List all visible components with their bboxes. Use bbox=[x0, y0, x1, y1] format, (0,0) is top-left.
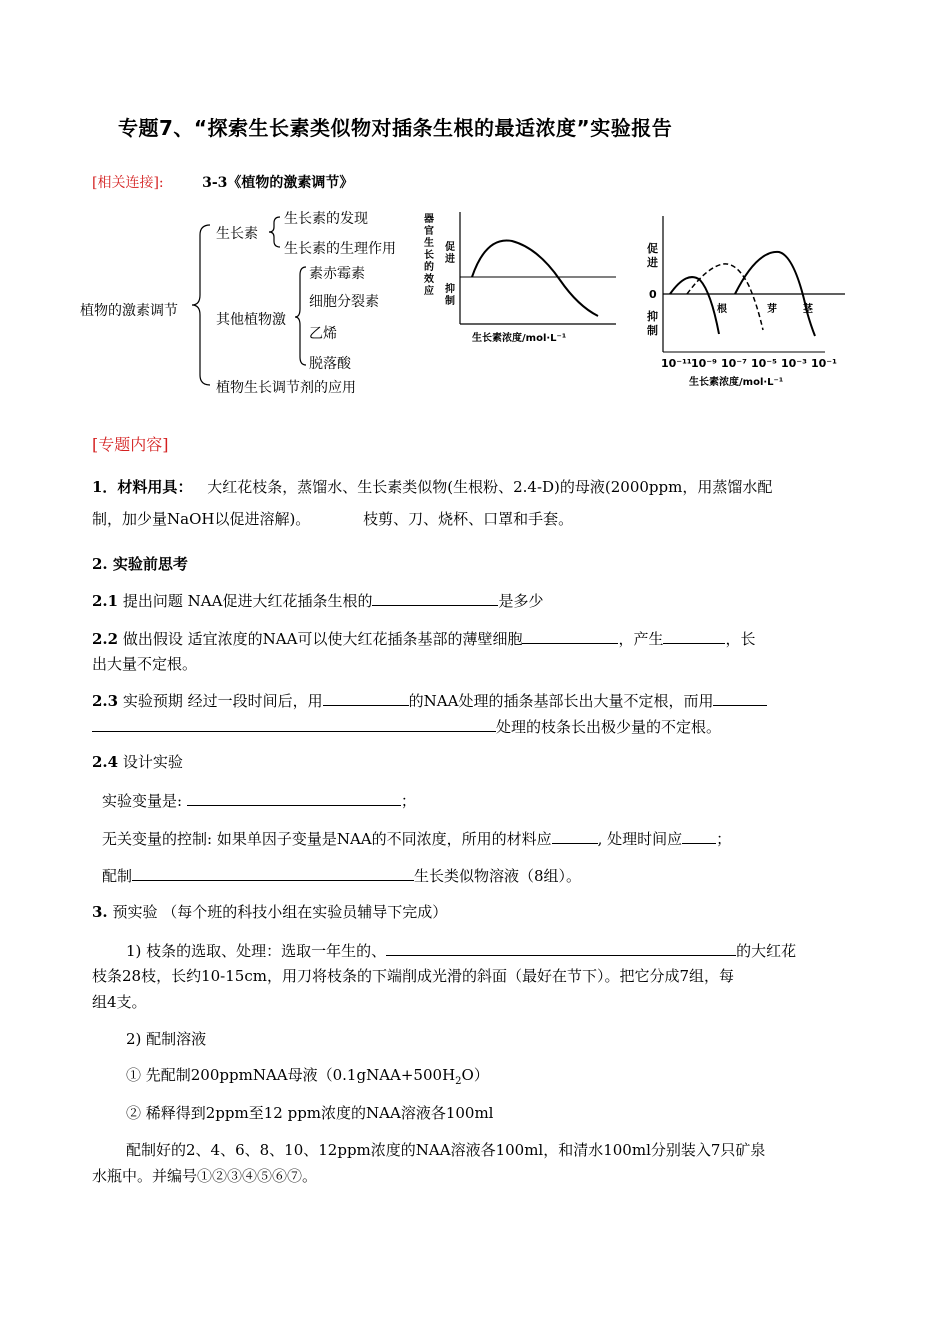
s1-text2b: 枝剪、刀、烧杯、口罩和手套。 bbox=[363, 510, 574, 528]
s2-q2-text: 做出假设 适宜浓度的NAA可以使大红花插条基部的薄壁细胞 bbox=[122, 630, 523, 648]
g2-stem-label: 茎 bbox=[803, 304, 813, 315]
related-link-line bbox=[92, 172, 353, 192]
g2-inhibit-1: 制 bbox=[647, 324, 658, 337]
s1-heading: 1．材料用具： bbox=[92, 478, 193, 496]
g2-zero: 0 bbox=[649, 288, 657, 301]
blank-q3-2[interactable] bbox=[713, 691, 767, 706]
s2-q2-cont: 出大量不定根。 bbox=[92, 655, 198, 673]
s3-p5: 配制好的2、4、6、8、10、12ppm浓度的NAA溶液各100ml，和清水100ml分别装入7只矿泉 bbox=[126, 1141, 766, 1159]
s2-q4-num: 2.4 bbox=[92, 753, 119, 771]
g2-tick-2: 10⁻⁷ bbox=[721, 357, 747, 370]
blank-time[interactable] bbox=[682, 829, 716, 844]
s2-heading: 2. 实验前思考 bbox=[92, 555, 188, 573]
g1-ylabel-0: 器 bbox=[424, 214, 434, 225]
topic-label: [专题内容] bbox=[92, 435, 169, 454]
g1-ylabel-2: 生 bbox=[424, 238, 434, 249]
blank-q2-2[interactable] bbox=[663, 629, 725, 644]
s2-q1-text: 提出问题 NAA促进大红花插条生根的 bbox=[122, 592, 373, 610]
s3-p4: ② 稀释得到2ppm至12 ppm浓度的NAA溶液各100ml bbox=[126, 1104, 494, 1122]
g2-bud-label: 芽 bbox=[767, 304, 777, 315]
map-gibberellin: 素赤霉素 bbox=[309, 266, 365, 282]
s1-text2a: 制，加少量NaOH以促进溶解)。 bbox=[92, 510, 311, 528]
auxin-effect-graph bbox=[420, 208, 620, 358]
s2-q1-num: 2.1 bbox=[92, 592, 119, 610]
s3-p1-text: 1) 枝条的选取、处理：选取一年生的、 bbox=[126, 942, 387, 960]
blank-q3-1[interactable] bbox=[323, 691, 409, 706]
g2-xlabel: 生长素浓度/mol·L⁻¹ bbox=[689, 377, 784, 388]
blank-q1[interactable] bbox=[372, 591, 498, 606]
g1-ylabel-6: 应 bbox=[424, 286, 434, 297]
g2-tick-5: 10⁻¹ bbox=[811, 357, 837, 370]
g2-tick-1: 10⁻⁹ bbox=[691, 357, 717, 370]
s3-p3-end: O） bbox=[461, 1066, 489, 1084]
s2-q4-text: 设计实验 bbox=[122, 753, 183, 771]
g1-promote-1: 进 bbox=[445, 254, 455, 265]
blank-prepare[interactable] bbox=[132, 866, 414, 881]
s2-q3-end: 处理的枝条长出极少量的不定根。 bbox=[496, 718, 722, 736]
s3-p1-end: 的大红花 bbox=[736, 942, 797, 960]
map-auxin: 生长素 bbox=[216, 226, 258, 242]
s1-line1 bbox=[92, 478, 772, 496]
g2-tick-3: 10⁻⁵ bbox=[751, 357, 777, 370]
g1-ylabel-4: 的 bbox=[424, 262, 434, 273]
s3-p3-sub: 2 bbox=[455, 1076, 462, 1087]
map-other-hormones: 其他植物激 bbox=[216, 312, 286, 328]
g1-xlabel: 生长素浓度/mol·L⁻¹ bbox=[472, 333, 567, 344]
map-cytokinin: 细胞分裂素 bbox=[309, 294, 379, 310]
map-abscisic-acid: 脱落酸 bbox=[309, 356, 351, 372]
s2-q2-num: 2.2 bbox=[92, 630, 119, 648]
g2-promote-1: 进 bbox=[647, 256, 658, 269]
s1-line2 bbox=[92, 510, 573, 528]
g2-tick-0: 10⁻¹¹ bbox=[661, 357, 692, 370]
g1-promote-0: 促 bbox=[445, 242, 455, 253]
s2-q2-mid: ，产生 bbox=[618, 630, 664, 648]
blank-q2-1[interactable] bbox=[522, 629, 618, 644]
s2-variable-end: ； bbox=[400, 792, 416, 810]
s2-q3-cont bbox=[92, 717, 721, 736]
s2-q4 bbox=[92, 753, 183, 771]
s2-control-text: 无关变量的控制: 如果单因子变量是NAA的不同浓度，所用的材料应 bbox=[102, 830, 552, 848]
s3-p1-cont2: 组4支。 bbox=[92, 993, 147, 1011]
g1-ylabel-5: 效 bbox=[424, 274, 434, 285]
g2-tick-4: 10⁻³ bbox=[781, 357, 807, 370]
s3-num: 3. bbox=[92, 903, 108, 921]
blank-variable[interactable] bbox=[187, 791, 401, 806]
map-auxin-discovery: 生长素的发现 bbox=[284, 211, 368, 227]
g1-inhibit-1: 制 bbox=[445, 296, 455, 307]
g2-promote-0: 促 bbox=[647, 242, 658, 255]
s2-q2 bbox=[92, 629, 755, 648]
s2-control-mid: , 处理时间应 bbox=[597, 830, 683, 848]
s3-p5-cont: 水瓶中。并编号①②③④⑤⑥⑦。 bbox=[92, 1167, 318, 1185]
hormone-concept-map bbox=[78, 205, 418, 405]
map-growth-regulator: 植物生长调节剂的应用 bbox=[216, 380, 356, 396]
s2-q3-text: 实验预期 经过一段时间后，用 bbox=[122, 692, 323, 710]
g1-ylabel-3: 长 bbox=[424, 250, 434, 261]
organ-auxin-graph bbox=[645, 212, 850, 392]
s2-prepare bbox=[102, 866, 581, 885]
g2-root-label: 根 bbox=[717, 304, 727, 315]
s2-prepare-end: 生长类似物溶液（8组）。 bbox=[414, 867, 582, 885]
s3-head-text: 预实验 （每个班的科技小组在实验员辅导下完成） bbox=[112, 903, 448, 921]
s3-p1-cont1: 枝条28枝，长约10-15cm，用刀将枝条的下端削成光滑的斜面（最好在节下）。把它分成7组，每 bbox=[92, 967, 735, 985]
s2-q1 bbox=[92, 591, 543, 610]
map-root: 植物的激素调节 bbox=[80, 303, 178, 319]
g1-ylabel-1: 官 bbox=[424, 226, 434, 237]
blank-branch[interactable] bbox=[386, 941, 736, 956]
g1-response-curve bbox=[472, 240, 598, 316]
s3-heading bbox=[92, 903, 447, 921]
s3-p2: 2) 配制溶液 bbox=[126, 1030, 207, 1048]
s2-q3-mid: 的NAA处理的插条基部长出大量不定根，而用 bbox=[408, 692, 714, 710]
s3-p3 bbox=[126, 1066, 489, 1088]
s2-q3 bbox=[92, 691, 767, 710]
s2-q2-end: ，长 bbox=[725, 630, 756, 648]
s2-q3-num: 2.3 bbox=[92, 692, 119, 710]
g1-inhibit-0: 抑 bbox=[445, 284, 455, 295]
s2-control-end: ； bbox=[716, 830, 732, 848]
related-label: [相关连接]: bbox=[92, 175, 164, 191]
s3-p1 bbox=[126, 941, 796, 960]
s2-variable bbox=[102, 791, 416, 810]
page-title: 专题7、“探索生长素类似物对插条生根的最适浓度”实验报告 bbox=[118, 116, 673, 140]
blank-material[interactable] bbox=[552, 829, 598, 844]
s2-variable-label: 实验变量是: bbox=[102, 792, 187, 810]
s2-q1-end: 是多少 bbox=[498, 592, 544, 610]
map-auxin-function: 生长素的生理作用 bbox=[284, 241, 396, 257]
map-ethylene: 乙烯 bbox=[309, 326, 337, 342]
s3-p3-text: ① 先配制200ppmNAA母液（0.1gNAA+500H bbox=[126, 1066, 456, 1084]
s1-text1: 大红花枝条，蒸馏水、生长素类似物(生根粉、2.4-D)的母液(2000ppm，用蒸馏水配 bbox=[207, 478, 773, 496]
s2-control bbox=[102, 829, 731, 848]
g2-inhibit-0: 抑 bbox=[647, 310, 658, 323]
g2-bud-curve bbox=[687, 264, 763, 330]
s2-prepare-label: 配制 bbox=[102, 867, 133, 885]
related-reference: 3-3《植物的激素调节》 bbox=[202, 175, 354, 191]
blank-q3-3[interactable] bbox=[92, 717, 496, 732]
